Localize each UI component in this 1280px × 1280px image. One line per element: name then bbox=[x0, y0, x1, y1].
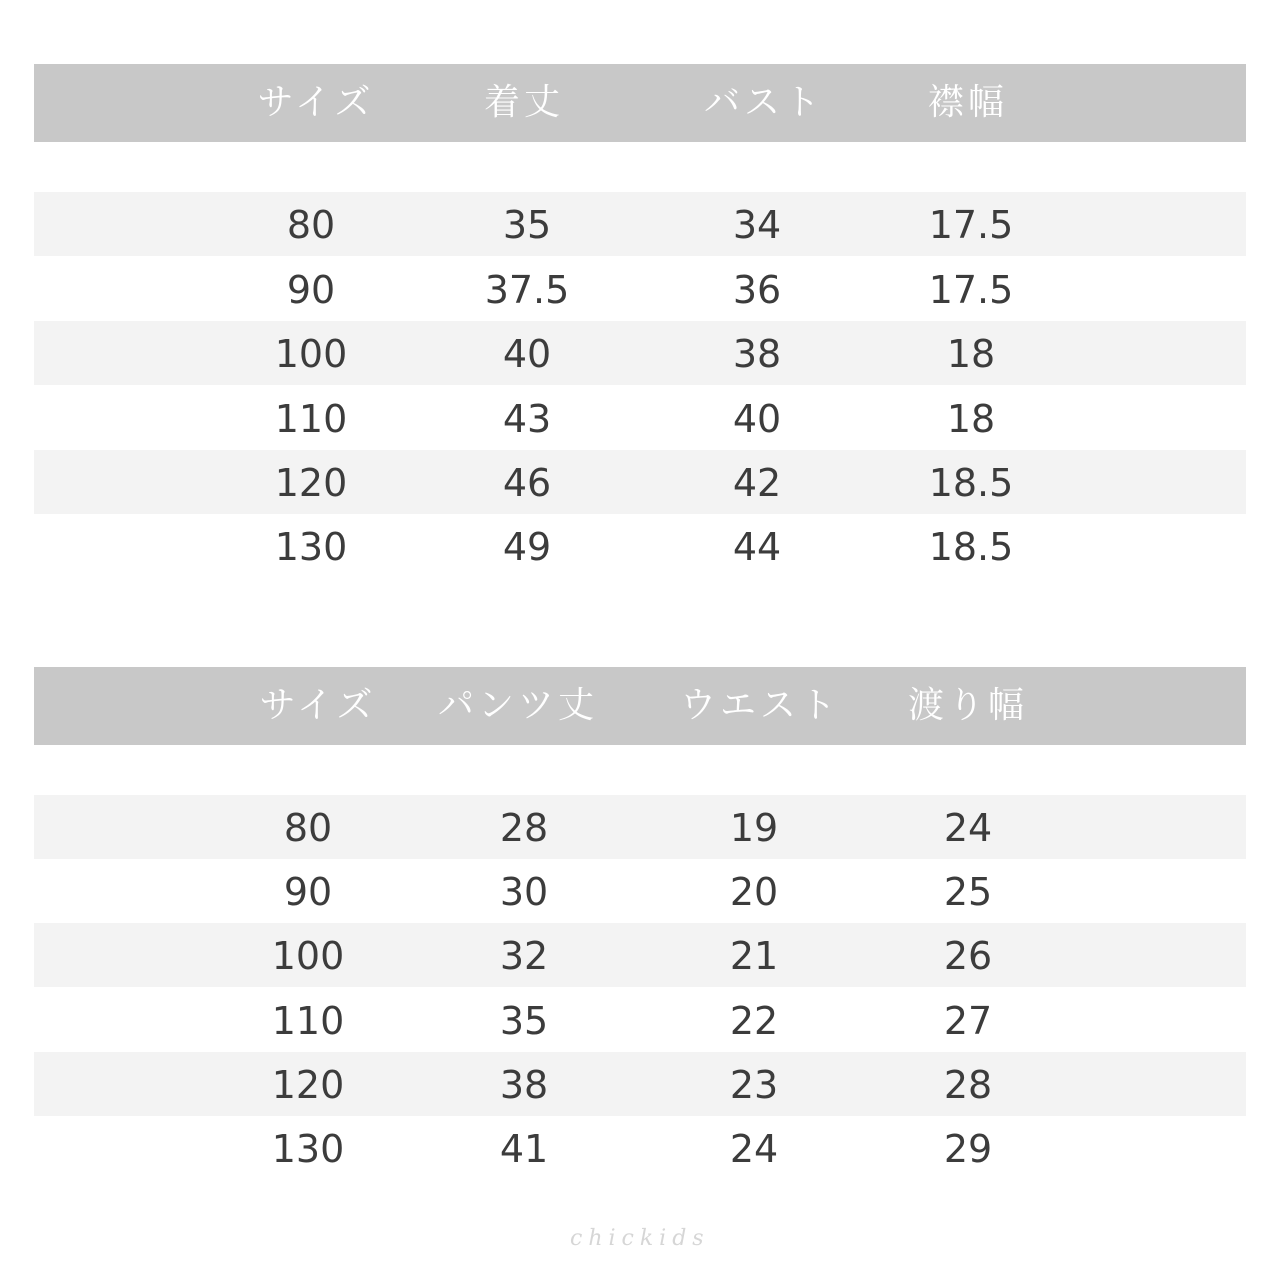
cell-pants-length: 38 bbox=[499, 1063, 549, 1107]
header-waist: ウエスト bbox=[679, 685, 841, 726]
table-row bbox=[34, 386, 1246, 450]
table-row bbox=[34, 795, 1246, 859]
cell-collar-width: 18.5 bbox=[928, 525, 1014, 569]
cell-size: 110 bbox=[274, 397, 348, 441]
table-row bbox=[34, 923, 1246, 987]
cell-pants-length: 30 bbox=[499, 870, 549, 914]
cell-collar-width: 18 bbox=[946, 332, 996, 376]
cell-length: 49 bbox=[502, 525, 552, 569]
cell-length: 40 bbox=[502, 332, 552, 376]
cell-bust: 38 bbox=[732, 332, 782, 376]
header-collar-width: 襟幅 bbox=[927, 82, 1009, 123]
cell-pants-length: 35 bbox=[499, 999, 549, 1043]
header-length: 着丈 bbox=[483, 82, 565, 123]
table-row bbox=[34, 321, 1246, 385]
cell-collar-width: 18 bbox=[946, 397, 996, 441]
cell-thigh-width: 26 bbox=[943, 934, 993, 978]
cell-collar-width: 18.5 bbox=[928, 461, 1014, 505]
table-row bbox=[34, 192, 1246, 256]
table-row bbox=[34, 988, 1246, 1052]
table-header bbox=[34, 667, 1246, 745]
cell-size: 90 bbox=[283, 870, 333, 914]
cell-size: 80 bbox=[286, 203, 336, 247]
cell-bust: 40 bbox=[732, 397, 782, 441]
cell-size: 130 bbox=[274, 525, 348, 569]
cell-size: 120 bbox=[271, 1063, 345, 1107]
cell-waist: 21 bbox=[729, 934, 779, 978]
table-row bbox=[34, 859, 1246, 923]
cell-waist: 24 bbox=[729, 1127, 779, 1171]
table-header bbox=[34, 64, 1246, 142]
cell-pants-length: 32 bbox=[499, 934, 549, 978]
cell-length: 35 bbox=[502, 203, 552, 247]
header-bust: バスト bbox=[703, 82, 825, 123]
cell-size: 90 bbox=[286, 268, 336, 312]
cell-length: 46 bbox=[502, 461, 552, 505]
cell-bust: 42 bbox=[732, 461, 782, 505]
cell-collar-width: 17.5 bbox=[928, 268, 1014, 312]
header-size: サイズ bbox=[259, 685, 377, 726]
cell-size: 120 bbox=[274, 461, 348, 505]
cell-pants-length: 28 bbox=[499, 806, 549, 850]
cell-bust: 44 bbox=[732, 525, 782, 569]
cell-size: 100 bbox=[274, 332, 348, 376]
cell-waist: 19 bbox=[729, 806, 779, 850]
cell-waist: 23 bbox=[729, 1063, 779, 1107]
header-size: サイズ bbox=[257, 82, 375, 123]
cell-size: 110 bbox=[271, 999, 345, 1043]
cell-thigh-width: 25 bbox=[943, 870, 993, 914]
cell-pants-length: 41 bbox=[499, 1127, 549, 1171]
cell-length: 43 bbox=[502, 397, 552, 441]
cell-thigh-width: 27 bbox=[943, 999, 993, 1043]
cell-thigh-width: 24 bbox=[943, 806, 993, 850]
table-row bbox=[34, 257, 1246, 321]
table-row bbox=[34, 1052, 1246, 1116]
cell-size: 80 bbox=[283, 806, 333, 850]
cell-length: 37.5 bbox=[484, 268, 570, 312]
cell-bust: 36 bbox=[732, 268, 782, 312]
cell-thigh-width: 29 bbox=[943, 1127, 993, 1171]
header-pants-length: パンツ丈 bbox=[437, 685, 599, 726]
cell-size: 100 bbox=[271, 934, 345, 978]
cell-thigh-width: 28 bbox=[943, 1063, 993, 1107]
header-thigh-width: 渡り幅 bbox=[907, 685, 1029, 726]
table-row bbox=[34, 450, 1246, 514]
cell-bust: 34 bbox=[732, 203, 782, 247]
brand-watermark: chickids bbox=[570, 1226, 710, 1251]
cell-collar-width: 17.5 bbox=[928, 203, 1014, 247]
cell-waist: 20 bbox=[729, 870, 779, 914]
cell-size: 130 bbox=[271, 1127, 345, 1171]
table-row bbox=[34, 1116, 1246, 1180]
table-row bbox=[34, 514, 1246, 578]
cell-waist: 22 bbox=[729, 999, 779, 1043]
